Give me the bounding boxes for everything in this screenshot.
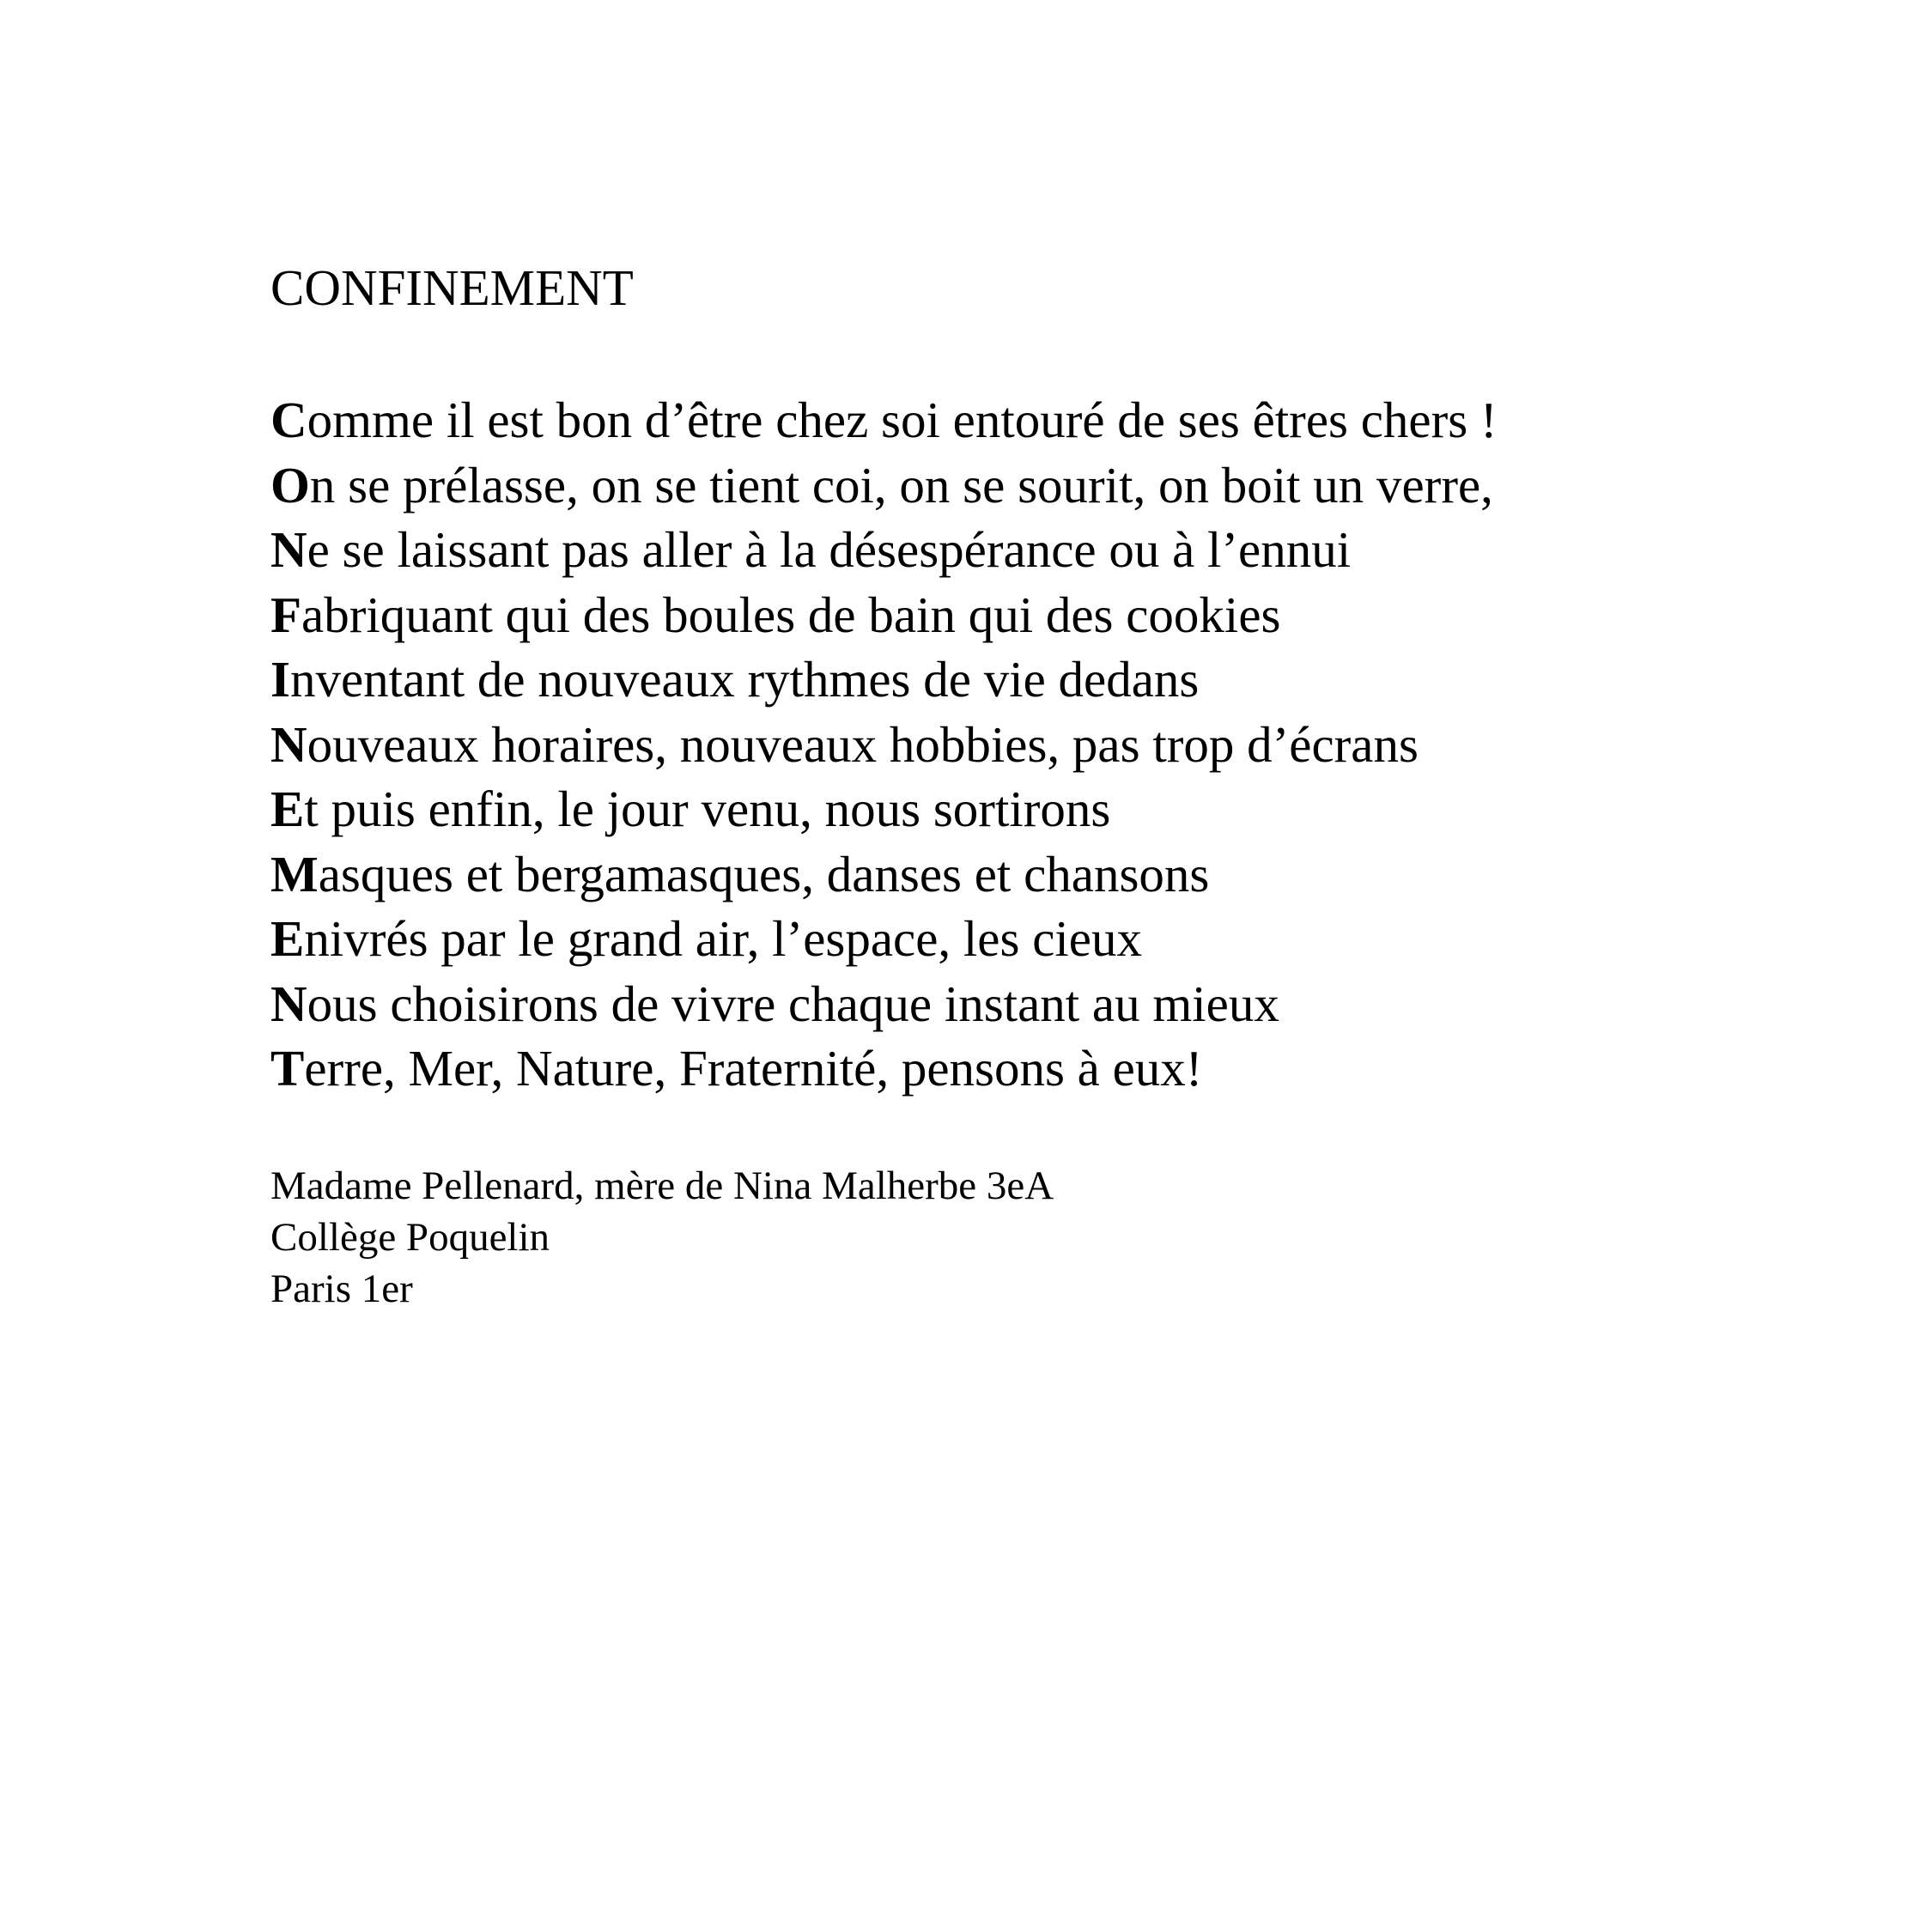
verse-text: ous choisirons de vivre chaque instant au mieux — [307, 975, 1279, 1032]
verse-initial: N — [270, 715, 307, 773]
verse-text: e se laissant pas aller à la désespérance ou à l’ennui — [307, 521, 1352, 578]
poem-verse — [270, 518, 1498, 583]
author-name: Madame Pellenard, mère de Nina Malherbe 3eA — [270, 1163, 1054, 1208]
poem-verse — [270, 777, 1498, 842]
verse-text: asques et bergamasques, danses et chansons — [318, 845, 1210, 902]
verse-text: ouveaux horaires, nouveaux hobbies, pas trop d’écrans — [307, 715, 1419, 773]
verse-text: erre, Mer, Nature, Fraternité, pensons à eux! — [304, 1040, 1203, 1097]
verse-text: n se prélasse, on se tient coi, on se sourit, on boit un verre, — [309, 456, 1493, 513]
verse-text: omme il est bon d’être chez soi entouré de ses êtres chers ! — [307, 392, 1498, 448]
verse-initial: N — [270, 521, 307, 578]
verse-initial: T — [270, 1040, 305, 1097]
verse-text: abriquant qui des boules de bain qui des cookies — [301, 586, 1281, 643]
verse-initial: E — [270, 910, 305, 967]
verse-initial: M — [270, 845, 319, 902]
poem-verse — [270, 1036, 1498, 1102]
poem-verse — [270, 453, 1498, 519]
verse-text: t puis enfin, le jour venu, nous sortirons — [304, 781, 1111, 837]
verse-text: nivrés par le grand air, l’espace, les cieux — [304, 910, 1142, 967]
poem-body — [270, 388, 1498, 1102]
poem-verse — [270, 388, 1498, 453]
verse-initial: E — [270, 781, 305, 837]
poem-verse — [270, 713, 1498, 778]
verse-initial: C — [270, 392, 307, 448]
poem-verse — [270, 583, 1498, 648]
verse-initial: N — [270, 975, 307, 1032]
verse-text: nventant de nouveaux rythmes de vie dedans — [289, 651, 1200, 708]
verse-initial: I — [270, 651, 290, 708]
poem-title: CONFINEMENT — [270, 259, 634, 316]
school-name: Collège Poquelin — [270, 1215, 550, 1260]
poem-verse — [270, 907, 1498, 972]
poem-verse — [270, 972, 1498, 1037]
verse-initial: O — [270, 456, 310, 513]
poem-verse — [270, 842, 1498, 908]
author-signature — [270, 1160, 1054, 1315]
verse-initial: F — [270, 586, 302, 643]
poem-verse — [270, 647, 1498, 713]
school-location: Paris 1er — [270, 1267, 413, 1311]
